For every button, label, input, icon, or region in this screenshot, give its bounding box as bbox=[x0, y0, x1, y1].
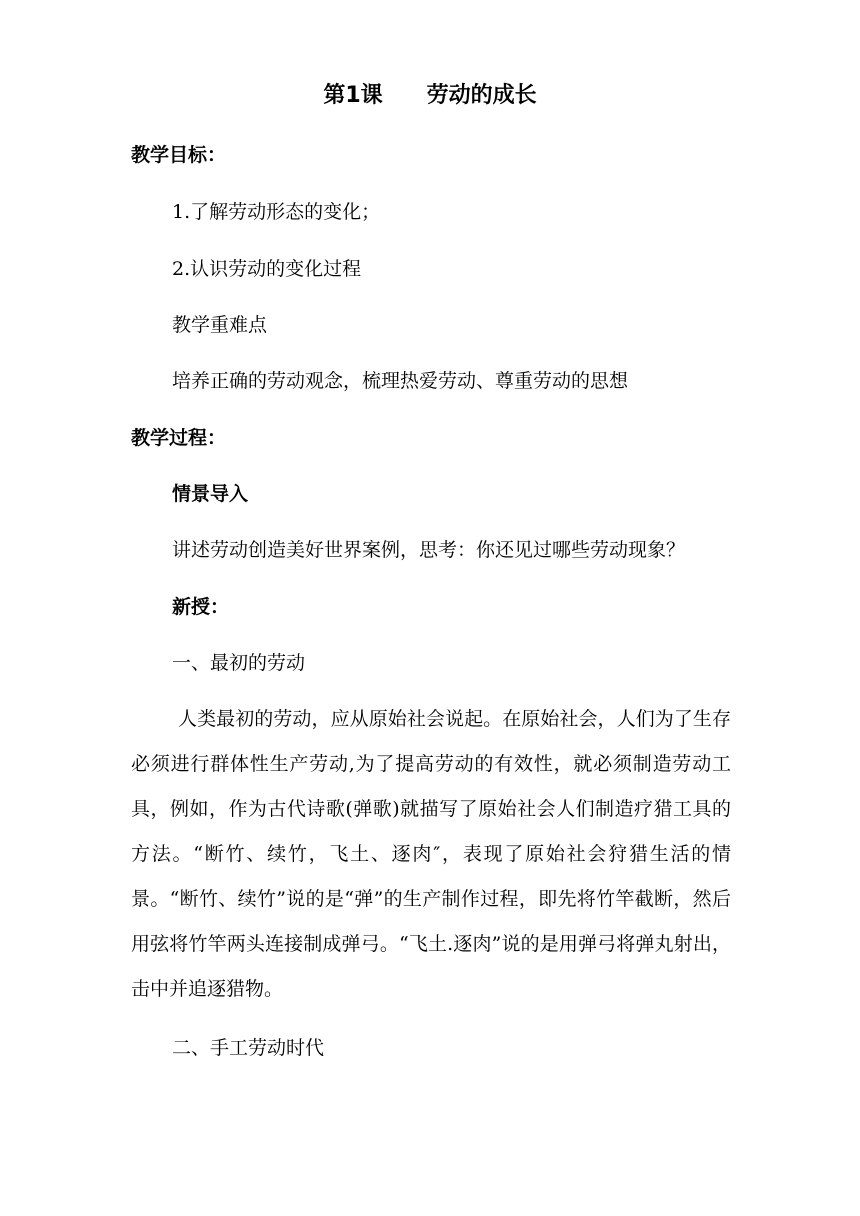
objective-item-2: 2.认识劳动的变化过程 bbox=[172, 258, 362, 280]
objectives-heading: 教学目标： bbox=[131, 144, 227, 166]
lesson-name: 劳动的成长 bbox=[426, 83, 537, 108]
intro-heading: 情景导入 bbox=[172, 483, 249, 505]
process-heading: 教学过程： bbox=[131, 427, 227, 449]
key-points-heading: 教学重难点 bbox=[172, 314, 268, 336]
section-2-heading: 二、手工劳动时代 bbox=[172, 1037, 325, 1059]
page-title bbox=[0, 84, 860, 108]
key-points-text: 培养正确的劳动观念，梳理热爱劳动、尊重劳动的思想 bbox=[172, 370, 629, 392]
lesson-number: 第1课 bbox=[323, 83, 383, 108]
section-1-heading: 一、最初的劳动 bbox=[172, 652, 306, 674]
intro-text: 讲述劳动创造美好世界案例，思考：你还见过哪些劳动现象？ bbox=[172, 539, 686, 561]
section-1-paragraph: 人类最初的劳动，应从原始社会说起。在原始社会，人们为了生存必须进行群体性生产劳动,为了提高劳动的有效性，就必须制造劳动工具，例如，作为古代诗歌(弹歌)就描写了原始社会人们制造疗猎工具的方法。“断竹、续竹，飞土、逐肉″，表现了原始社会狩猎生活的情景。“断竹、续竹”说的是“弹”的生产制作过程，即先将竹竿截断，然后用弦将竹竿两头连接制成弹弓。“飞土.逐肉”说的是用弹弓将弹丸射出，击中并追逐猎物。 bbox=[131, 708, 731, 1000]
objective-item-1: 1.了解劳动形态的变化； bbox=[172, 201, 381, 223]
new-lesson-heading: 新授： bbox=[172, 596, 230, 618]
